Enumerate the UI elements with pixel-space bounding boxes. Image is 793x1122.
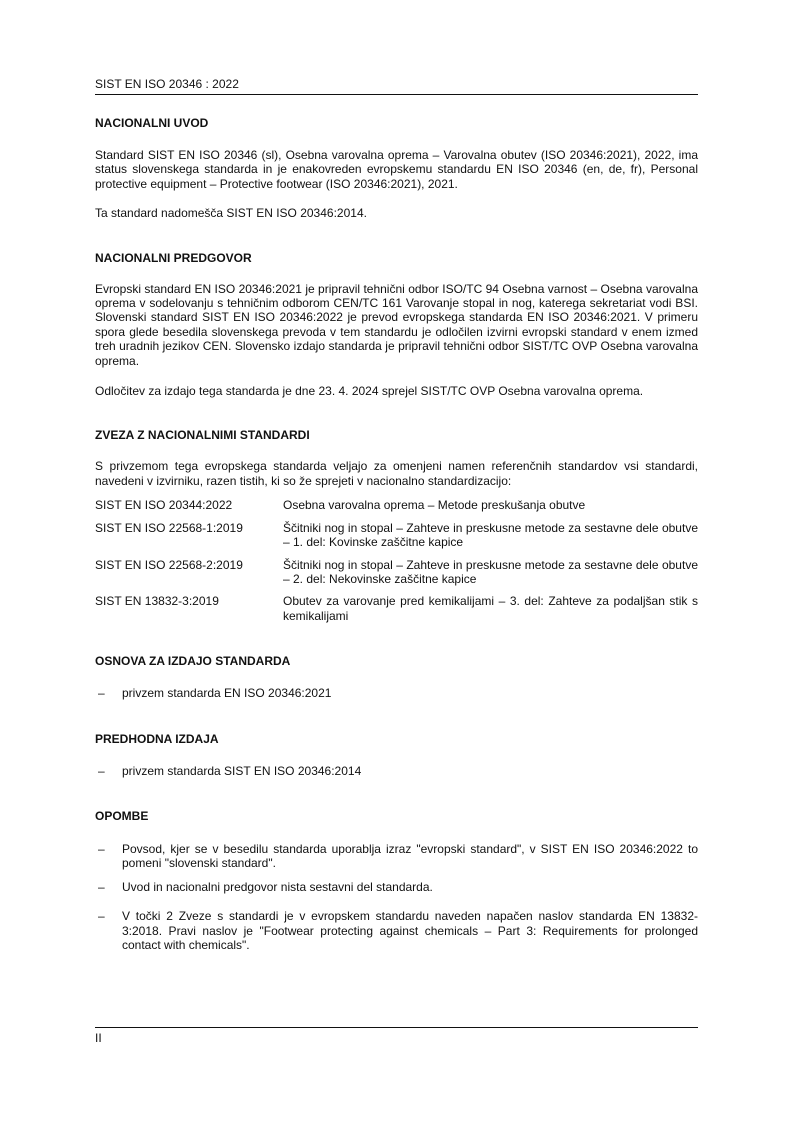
list-item-text: Uvod in nacionalni predgovor nista sestavni del standarda. — [122, 879, 433, 894]
standard-code: SIST EN ISO 22568-2:2019 — [95, 557, 243, 572]
standard-title: Ščitniki nog in stopal – Zahteve in preskusne metode za sestavne dele obutve – 1. del: Kovinske zaščitne kapice — [283, 520, 698, 550]
standard-code: SIST EN 13832-3:2019 — [95, 594, 219, 609]
dash-bullet: – — [98, 879, 105, 894]
table-row — [95, 558, 698, 595]
section-notes — [95, 809, 698, 952]
heading-national-foreword: NACIONALNI PREDGOVOR — [95, 250, 252, 265]
section-national-standards — [95, 428, 698, 623]
dash-bullet: – — [98, 763, 105, 778]
standard-title: Ščitniki nog in stopal – Zahteve in preskusne metode za sestavne dele obutve – 2. del: Nekovinske zaščitne kapice — [283, 557, 698, 586]
list-item — [95, 909, 698, 952]
section-basis — [95, 654, 698, 700]
table-row — [95, 521, 698, 558]
decision-paragraph: Odločitev za izdajo tega standarda je dne 23. 4. 2024 sprejel SIST/TC OVP Osebna varovalna oprema. — [95, 384, 644, 399]
notes-list — [95, 842, 698, 952]
table-row — [95, 594, 698, 623]
standard-code: SIST EN ISO 22568-1:2019 — [95, 520, 243, 535]
heading-notes: OPOMBE — [95, 808, 149, 823]
standard-title: Osebna varovalna oprema – Metode preskušanja obutve — [283, 498, 586, 513]
standard-code: SIST EN ISO 20344:2022 — [95, 498, 233, 513]
page-number: II — [95, 1031, 102, 1045]
standard-title: Obutev za varovanje pred kemikalijami – 3. del: Zahteve za podaljšan stik s kemikalijami — [283, 594, 698, 623]
list-item — [95, 764, 698, 778]
dash-bullet: – — [98, 909, 105, 924]
foreword-paragraph: Evropski standard EN ISO 20346:2021 je pripravil tehnični odbor ISO/TC 94 Osebna varnost – Osebna varovalna oprema v sodelovanju s tehničnim odborom CEN/TC 161 Varovanje stopal in nog, katerega sekretariat vodi BSI. Slovenski standard SIST EN ISO 20346:2022 je prevod evropskega standarda EN ISO 20346:2021. V primeru spora glede besedila slovenskega prevoda v tem standardu je odločilen izvirni evropski standard v enem izmed treh uradnih jezikov CEN. Slovensko izdajo standarda je pripravil tehnični odbor SIST/TC OVP Osebna varovalna oprema. — [95, 281, 698, 368]
running-header-title: SIST EN ISO 20346 : 2022 — [95, 77, 698, 95]
page-content — [95, 116, 698, 952]
intro-paragraph: Standard SIST EN ISO 20346 (sl), Osebna varovalna oprema – Varovalna obutev (ISO 20346:2021), 2022, ima status slovenskega standarda in je enakovreden evropskemu standardu EN ISO 20346 (en, de, fr), Personal protective equipment – Protective footwear (ISO 20346:2021), 2021. — [95, 148, 698, 191]
list-item — [95, 842, 698, 871]
dash-bullet: – — [98, 841, 105, 856]
footer-rule — [95, 1027, 698, 1028]
heading-previous-edition: PREDHODNA IZDAJA — [95, 731, 219, 746]
section-national-intro — [95, 116, 698, 221]
heading-national-intro: NACIONALNI UVOD — [95, 116, 209, 130]
dash-bullet: – — [98, 686, 105, 701]
standards-intro-paragraph: S privzemom tega evropskega standarda veljajo za omenjeni namen referenčnih standardov vsi standardi, navedeni v izvirniku, razen tistih, ki so že sprejeti v nacionalno standardizacijo: — [95, 459, 698, 488]
list-item — [95, 880, 698, 894]
heading-national-standards: ZVEZA Z NACIONALNIMI STANDARDI — [95, 428, 310, 443]
list-item-text: Povsod, kjer se v besedilu standarda uporablja izraz "evropski standard", v SIST EN ISO 20346:2022 to pomeni "slovenski standard". — [122, 841, 698, 871]
list-item — [95, 686, 698, 700]
list-item-text: privzem standarda EN ISO 20346:2021 — [122, 686, 332, 701]
list-item-text: V točki 2 Zveze s standardi je v evropskem standardu naveden napačen naslov standarda EN 13832-3:2018. Pravi naslov je "Footwear protecting against chemicals – Part 3: Requirements for prolonged contact with chemicals". — [122, 909, 698, 952]
standards-table — [95, 498, 698, 623]
previous-edition-list — [95, 764, 698, 778]
basis-list — [95, 686, 698, 700]
section-national-foreword — [95, 251, 698, 399]
section-previous-edition — [95, 732, 698, 778]
heading-basis: OSNOVA ZA IZDAJO STANDARDA — [95, 654, 291, 669]
replaces-paragraph: Ta standard nadomešča SIST EN ISO 20346:2014. — [95, 206, 367, 221]
list-item-text: privzem standarda SIST EN ISO 20346:2014 — [122, 763, 362, 778]
table-row — [95, 498, 698, 520]
